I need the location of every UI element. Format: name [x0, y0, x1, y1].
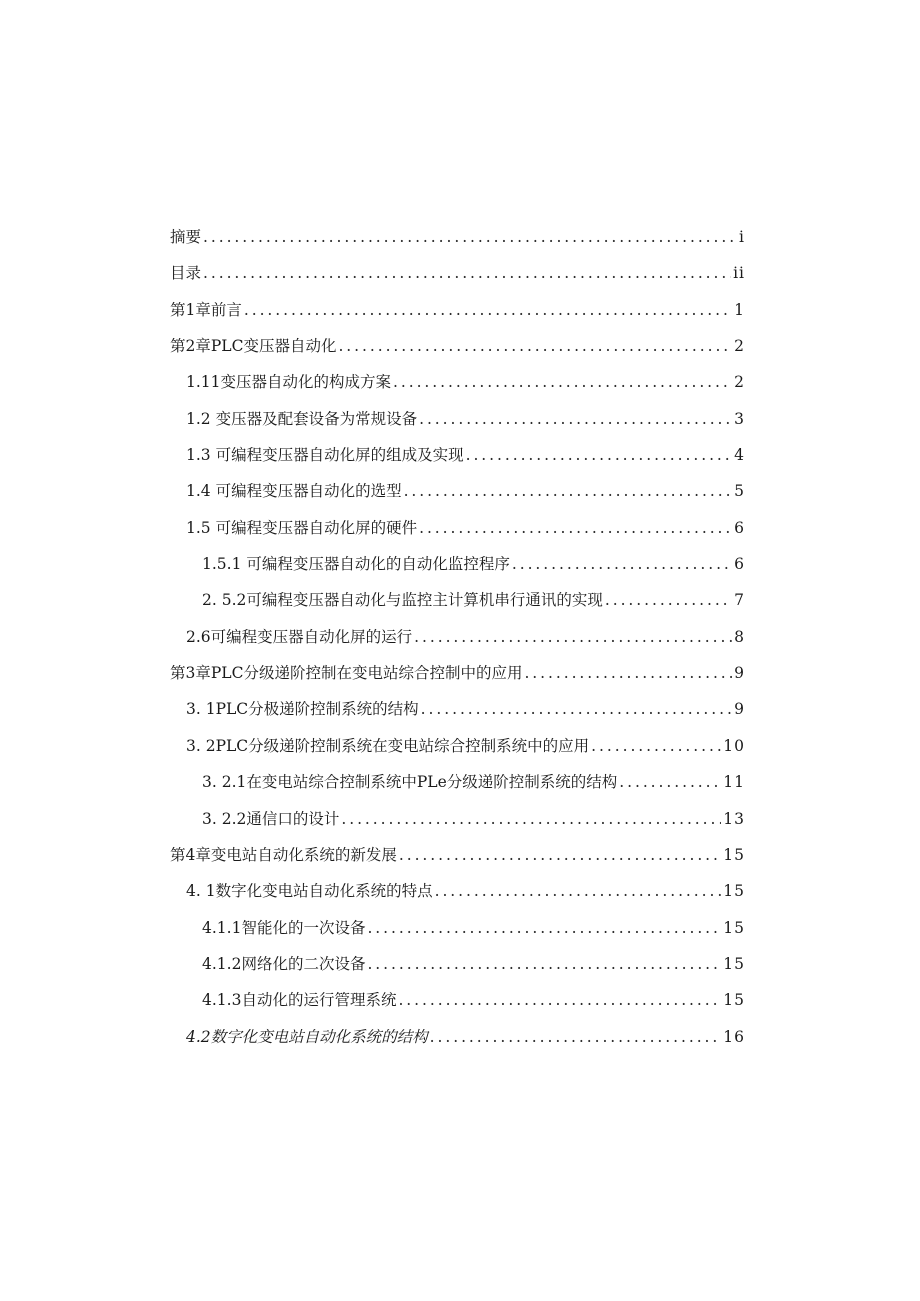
toc-entry-abstract[interactable]: [170, 219, 745, 255]
toc-entry-page: 15: [723, 845, 745, 864]
toc-entry-title: 1.4 可编程变压器自动化的选型: [186, 482, 402, 501]
toc-entry-page: 6: [734, 518, 745, 537]
toc-entry-title: 3. 2.1在变电站综合控制系统中PLe分级递阶控制系统的结构: [202, 773, 618, 792]
toc-entry-page: 5: [734, 482, 745, 501]
toc-entry-page: 9: [734, 664, 745, 683]
toc-entry-page: 9: [734, 700, 745, 719]
toc-entry-title: 3. 2PLC分级递阶控制系统在变电站综合控制系统中的应用: [186, 736, 590, 755]
toc-entry-page: 3: [734, 409, 745, 428]
toc-entry-subsection[interactable]: [170, 982, 745, 1018]
toc-entry-section[interactable]: [170, 401, 745, 437]
toc-entry-page: 15: [723, 954, 745, 973]
toc-entry-section[interactable]: [170, 873, 745, 909]
toc-entry-page: 1: [734, 300, 745, 319]
toc-entry-title: 3. 1PLC分极递阶控制系统的结构: [186, 700, 419, 719]
toc-entry-title: 1.3 可编程变压器自动化屏的组成及实现: [186, 446, 464, 465]
toc-entry-title: 1.11变压器自动化的构成方案: [186, 373, 392, 392]
toc-entry-chapter-4[interactable]: [170, 837, 745, 873]
toc-entry-title: 4.1.2网络化的二次设备: [202, 954, 366, 973]
toc-entry-subsection[interactable]: [170, 546, 745, 582]
toc-leader-dots: [398, 982, 721, 1018]
toc-entry-title: 2.6可编程变压器自动化屏的运行: [186, 627, 413, 646]
toc-entry-subsection[interactable]: [170, 801, 745, 837]
toc-entry-section[interactable]: [170, 1019, 745, 1055]
toc-entry-title: 4.2数字化变电站自动化系统的结构: [186, 1027, 428, 1046]
toc-leader-dots: [619, 764, 721, 800]
toc-leader-dots: [524, 655, 732, 691]
toc-entry-page: 6: [734, 555, 745, 574]
toc-leader-dots: [419, 510, 732, 546]
toc-leader-dots: [203, 219, 737, 255]
toc-entry-page: 4: [734, 446, 745, 465]
toc-entry-title: 第4章变电站自动化系统的新发展: [170, 845, 397, 864]
toc-entry-contents[interactable]: [170, 255, 745, 291]
toc-entry-section[interactable]: [170, 510, 745, 546]
toc-entry-subsection[interactable]: [170, 582, 745, 618]
toc-leader-dots: [393, 364, 732, 400]
toc-entry-page: 2: [734, 337, 745, 356]
toc-entry-page: 15: [723, 882, 745, 901]
toc-leader-dots: [435, 873, 722, 909]
toc-entry-chapter-3[interactable]: [170, 655, 745, 691]
toc-leader-dots: [430, 1019, 722, 1055]
toc-entry-title: 1.5 可编程变压器自动化屏的硬件: [186, 518, 418, 537]
toc-entry-page: 2: [734, 373, 745, 392]
toc-entry-page: 8: [734, 627, 745, 646]
table-of-contents: [170, 219, 745, 1055]
toc-entry-page: 7: [734, 591, 745, 610]
toc-entry-page: 16: [723, 1027, 745, 1046]
toc-entry-title: 4.1.3自动化的运行管理系统: [202, 991, 397, 1010]
toc-entry-title: 1.2 变压器及配套设备为常规设备: [186, 409, 418, 428]
toc-entry-title: 1.5.1 可编程变压器自动化的自动化监控程序: [202, 555, 510, 574]
toc-entry-section[interactable]: [170, 473, 745, 509]
toc-leader-dots: [512, 546, 732, 582]
toc-entry-page: 10: [723, 736, 745, 755]
toc-entry-subsection[interactable]: [170, 910, 745, 946]
toc-entry-section[interactable]: [170, 364, 745, 400]
toc-leader-dots: [338, 328, 732, 364]
toc-entry-title: 4. 1数字化变电站自动化系统的特点: [186, 882, 433, 901]
toc-entry-title: 目录: [170, 264, 202, 283]
toc-leader-dots: [399, 837, 721, 873]
toc-leader-dots: [414, 619, 732, 655]
toc-leader-dots: [419, 401, 732, 437]
toc-leader-dots: [203, 255, 731, 291]
toc-entry-section[interactable]: [170, 619, 745, 655]
toc-entry-section[interactable]: [170, 437, 745, 473]
toc-entry-page: 13: [723, 809, 745, 828]
toc-entry-page: 15: [723, 991, 745, 1010]
toc-entry-title: 第1章前言: [170, 300, 242, 319]
toc-entry-title: 2. 5.2可编程变压器自动化与监控主计算机串行通讯的实现: [202, 591, 603, 610]
toc-leader-dots: [421, 691, 732, 727]
toc-entry-title: 4.1.1智能化的一次设备: [202, 918, 366, 937]
toc-entry-title: 摘要: [170, 228, 202, 246]
toc-entry-title: 第3章PLC分级递阶控制在变电站综合控制中的应用: [170, 664, 523, 683]
toc-entry-section[interactable]: [170, 691, 745, 727]
toc-entry-page: 11: [723, 773, 745, 792]
toc-leader-dots: [591, 728, 721, 764]
toc-entry-page: ii: [733, 264, 745, 283]
toc-leader-dots: [404, 473, 733, 509]
toc-leader-dots: [367, 946, 721, 982]
toc-entry-page: i: [739, 228, 745, 246]
toc-leader-dots: [466, 437, 733, 473]
toc-entry-title: 第2章PLC变压器自动化: [170, 337, 337, 356]
toc-leader-dots: [367, 910, 721, 946]
toc-entry-subsection[interactable]: [170, 946, 745, 982]
toc-entry-chapter-1[interactable]: [170, 292, 745, 328]
toc-entry-title: 3. 2.2通信口的设计: [202, 809, 340, 828]
toc-leader-dots: [605, 582, 732, 618]
toc-leader-dots: [341, 801, 721, 837]
toc-entry-subsection[interactable]: [170, 764, 745, 800]
toc-entry-chapter-2[interactable]: [170, 328, 745, 364]
toc-leader-dots: [244, 292, 732, 328]
toc-entry-section[interactable]: [170, 728, 745, 764]
toc-entry-page: 15: [723, 918, 745, 937]
